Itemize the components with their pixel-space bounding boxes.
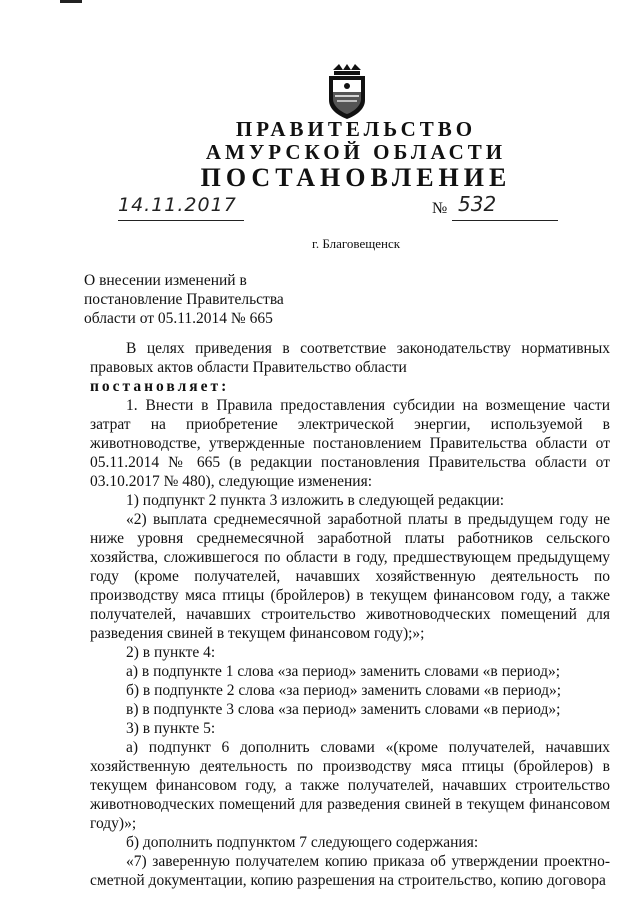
paragraph: 3) в пункте 5: [126, 720, 216, 737]
paragraph: а) подпункт 6 дополнить словами «(кроме получателей, начавших хозяйственную деятельность по производству мяса птицы (бройлеров) в текущем финансовом году, а также получателей, начавших строительство животноводческих помещений для разведения свиней в текущем финансовом году)»; [90, 739, 610, 832]
org-name-line1: ПРАВИТЕЛЬСТВО [235, 117, 477, 141]
city-name: г. Благовещенск [311, 236, 401, 251]
paragraph: «2) выплата среднемесячной заработной платы в предыдущем году не ниже уровня среднемесячной заработной платы работников сельского хозяйства, сложившегося по области в году, предшествующем предыдущему году (кроме получателей, начавших хозяйственную деятельность по производству мяса птицы (бройлеров) в текущем финансовом году, а также получателей, начавших строительство животноводческих помещений для разведения свиней в текущем финансовом году);»; [90, 511, 610, 642]
paragraph: а) в подпункте 1 слова «за период» заменить словами «в период»; [126, 663, 561, 680]
intro-paragraph: В целях приведения в соответствие законодательству нормативных правовых актов области Правительство области [90, 340, 610, 376]
paragraph: «7) заверенную получателем копию приказа об утверждении проектно-сметной документации, копию разрешения на строительство, копию договора [90, 853, 610, 889]
document-number: 532 [458, 192, 497, 216]
paragraph: б) в подпункте 2 слова «за период» заменить словами «в период»; [126, 682, 562, 699]
scan-mark [60, 0, 82, 3]
paragraph: б) дополнить подпунктом 7 следующего содержания: [126, 834, 479, 851]
decree-word: постановляет: [90, 378, 230, 395]
coat-of-arms-emblem [325, 62, 369, 120]
paragraph: 1. Внести в Правила предоставления субсидии на возмещение части затрат на приобретение электрической энергии, используемой в животноводстве, утвержденные постановлением Правительства области от 05.11.2014 № 665 (в редакции постановления Правительства области от 03.10.2017 № 480), следующие изменения: [90, 397, 610, 490]
document-date: 14.11.2017 [118, 194, 237, 216]
document-type-title: ПОСТАНОВЛЕНИЕ [200, 163, 512, 192]
number-sign: № [432, 200, 448, 217]
paragraph: в) в подпункте 3 слова «за период» заменить словами «в период»; [126, 701, 561, 718]
paragraph: 1) подпункт 2 пункта 3 изложить в следующей редакции: [126, 492, 505, 509]
subject-line: О внесении изменений в [84, 272, 247, 289]
org-name-line2: АМУРСКОЙ ОБЛАСТИ [205, 140, 507, 164]
document-subject [84, 271, 324, 328]
subject-line: постановление Правительства [84, 291, 284, 308]
document-body [90, 339, 610, 890]
paragraph: 2) в пункте 4: [126, 644, 216, 661]
subject-line: области от 05.11.2014 № 665 [84, 310, 273, 327]
